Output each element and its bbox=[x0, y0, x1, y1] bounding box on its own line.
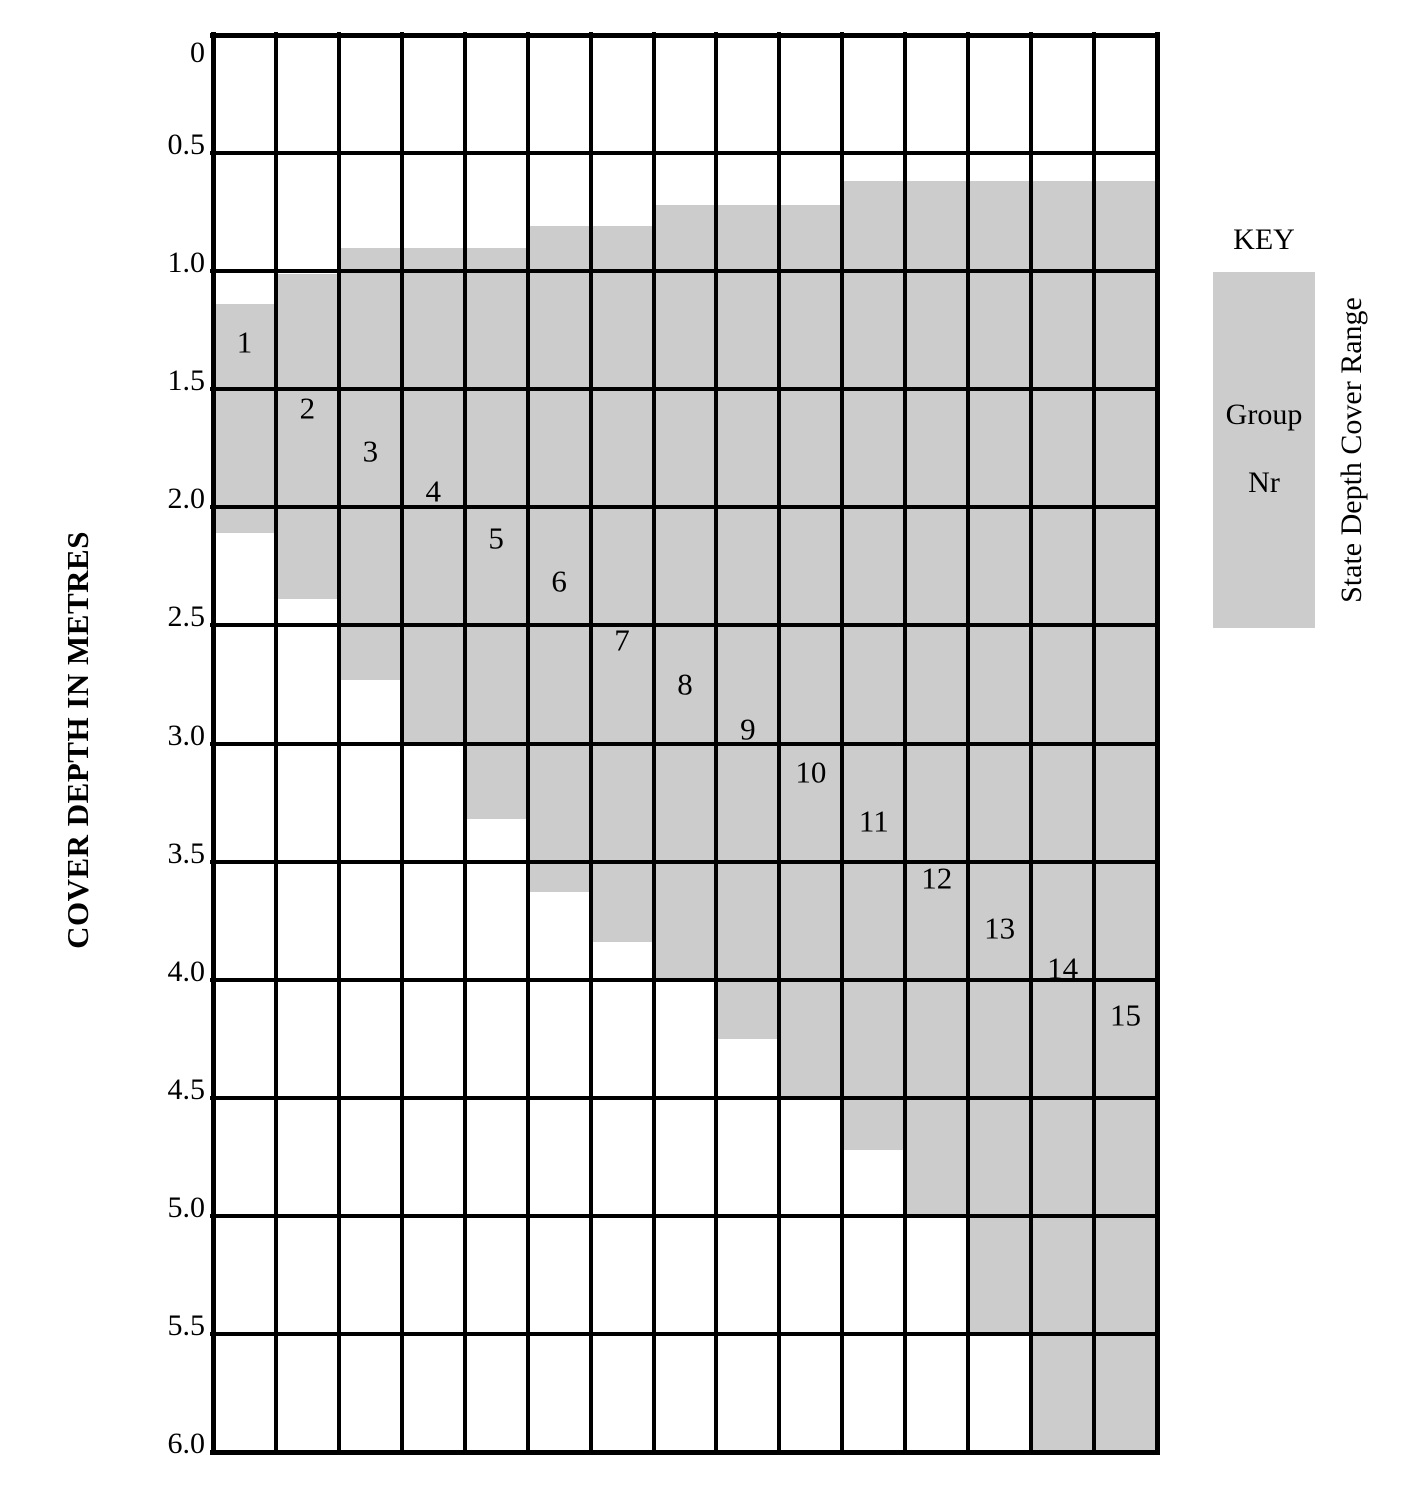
y-tick-label-2.5: 2.5 bbox=[167, 600, 205, 634]
y-tick-label-6.0: 6.0 bbox=[167, 1427, 205, 1460]
y-tick-label-0.5: 0.5 bbox=[167, 128, 205, 162]
group-number-label-4: 4 bbox=[425, 473, 441, 509]
key-swatch-box bbox=[1213, 272, 1315, 628]
group-number-labels-layer bbox=[213, 35, 1157, 1452]
group-number-label-14: 14 bbox=[1047, 950, 1079, 986]
y-tick-label-2.0: 2.0 bbox=[167, 482, 205, 516]
key-swatch-label-nr: Nr bbox=[1248, 466, 1280, 499]
group-number-label-10: 10 bbox=[795, 754, 827, 790]
y-tick-label-0: 0 bbox=[190, 36, 205, 69]
key-title: KEY bbox=[1233, 223, 1295, 256]
y-tick-label-3.0: 3.0 bbox=[167, 718, 205, 752]
group-number-label-5: 5 bbox=[488, 520, 504, 556]
y-axis-tick-labels bbox=[0, 35, 205, 1460]
group-number-label-6: 6 bbox=[551, 563, 567, 599]
group-number-label-1: 1 bbox=[236, 324, 253, 360]
y-axis-title: COVER DEPTH IN METRES bbox=[60, 531, 95, 949]
y-tick-label-4.5: 4.5 bbox=[167, 1072, 205, 1106]
key-swatch-label-group: Group bbox=[1225, 398, 1303, 431]
y-tick-label-1.0: 1.0 bbox=[167, 246, 205, 280]
y-tick-label-5.5: 5.5 bbox=[167, 1308, 205, 1342]
group-number-label-7: 7 bbox=[614, 622, 630, 658]
chart-grid bbox=[213, 35, 1157, 1452]
key-side-label: State Depth Cover Range bbox=[1335, 297, 1368, 603]
y-tick-label-4.0: 4.0 bbox=[167, 954, 205, 988]
group-number-label-15: 15 bbox=[1110, 997, 1142, 1033]
y-tick-label-5.0: 5.0 bbox=[167, 1190, 205, 1224]
group-number-label-12: 12 bbox=[921, 860, 953, 896]
group-number-label-9: 9 bbox=[740, 711, 756, 747]
group-number-label-2: 2 bbox=[299, 390, 316, 426]
y-tick-label-1.5: 1.5 bbox=[167, 364, 205, 398]
group-number-label-8: 8 bbox=[677, 666, 693, 702]
y-tick-label-3.5: 3.5 bbox=[167, 836, 205, 870]
group-number-label-3: 3 bbox=[362, 433, 379, 469]
group-number-label-11: 11 bbox=[858, 803, 889, 839]
group-number-label-13: 13 bbox=[984, 910, 1016, 946]
